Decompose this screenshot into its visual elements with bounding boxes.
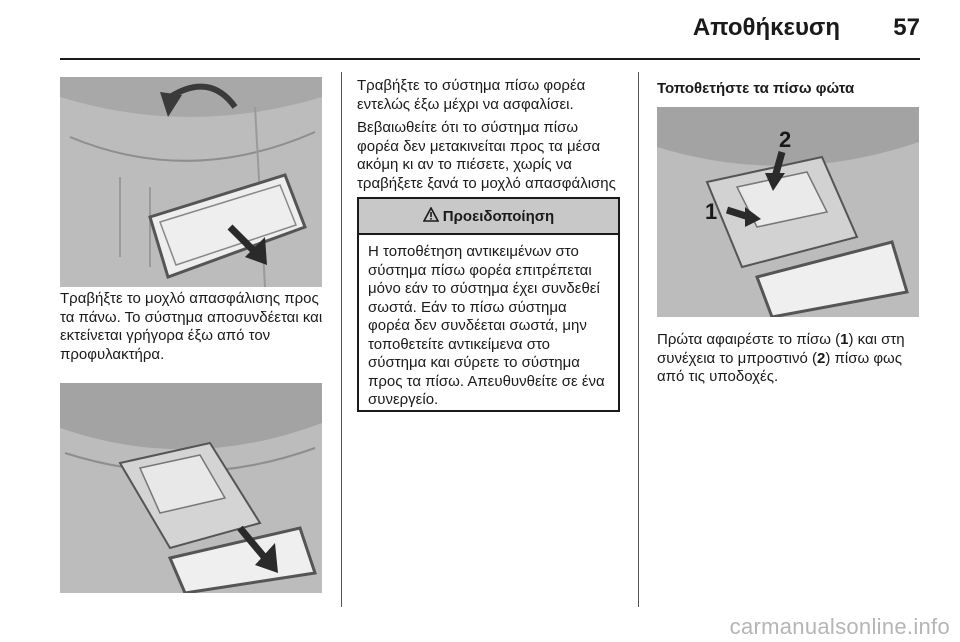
header-divider (60, 58, 920, 60)
instruction-text-1: Τραβήξτε το μοχλό απασφάλισης προς τα πάνω. Το σύστημα αποσυνδέεται και εκτείνεται γρήγορα έξω από τον προφυλακτήρα. (60, 290, 323, 363)
instruction-text-4-part-a: Πρώτα αφαιρέστε το πίσω ( (657, 331, 841, 348)
warning-box (357, 197, 620, 412)
instruction-text-4-part-c: ) πίσω φως από τις υποδοχές. (657, 349, 902, 385)
warning-title: Προειδοποίηση (442, 207, 555, 225)
page-number: 57 (893, 14, 920, 41)
instruction-text-4-part-b: ) και στη συνέχεια το μπροστινό ( (657, 331, 905, 367)
figure-release-lever (60, 77, 322, 287)
callout-label-1: 1 (705, 199, 718, 224)
page-header (0, 0, 960, 60)
instruction-text-3: Βεβαιωθείτε ότι το σύστημα πίσω φορέα δεν μετακινείται προς τα μέσα ακόμη κι αν το πιέσετε, χωρίς να τραβήξετε ξανά το μοχλό απασφάλισης (357, 119, 616, 192)
warning-triangle-icon (423, 207, 439, 226)
instruction-text-2: Τραβήξτε το σύστημα πίσω φορέα εντελώς έξω μέχρι να ασφαλίσει. (357, 77, 586, 113)
reference-number-2: 2 (817, 349, 826, 367)
figure-carrier-extended (60, 383, 322, 593)
reference-number-1: 1 (840, 331, 849, 348)
page-title: Αποθήκευση (692, 14, 840, 41)
column-divider-1 (341, 72, 342, 607)
figure-rear-lights (657, 107, 919, 317)
warning-header (359, 199, 618, 235)
warning-text: Η τοποθέτηση αντικειμένων στο σύστημα πίσω φορέα επιτρέπεται μόνο εάν το σύστημα έχει συνδεθεί σωστά. Εάν το πίσω σύστημα φορέα δεν συνδέεται σωστά, μην τοποθετείτε αντικείμενα στο σύστημα και σύρετε το σύστημα προς τα πίσω. Απευθυνθείτε σε ένα συνεργείο. (368, 243, 605, 408)
watermark: carmanualsonline.info (729, 614, 950, 639)
callout-label-2: 2 (779, 127, 792, 152)
section-title: Τοποθετήστε τα πίσω φώτα (657, 80, 855, 97)
column-divider-2 (638, 72, 639, 607)
instruction-text-4 (657, 331, 932, 387)
